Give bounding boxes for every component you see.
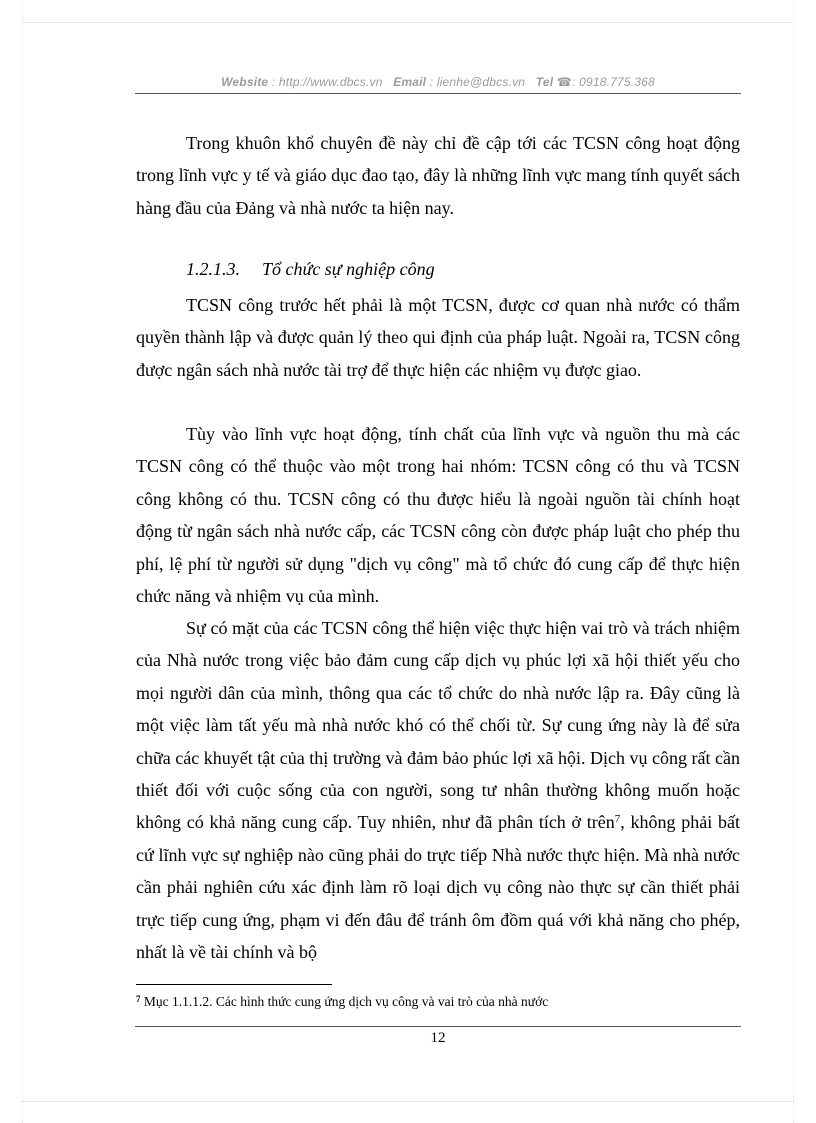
email-value: : lienhe@dbcs.vn xyxy=(429,75,526,89)
tel-label: Tel xyxy=(535,75,554,89)
page-guide-left xyxy=(22,0,23,1123)
footnote xyxy=(136,994,548,1010)
footer-divider xyxy=(135,1026,741,1027)
header-divider xyxy=(135,93,741,94)
page-guide-right xyxy=(793,0,794,1123)
paragraph-4 xyxy=(136,612,740,968)
footnote-divider xyxy=(136,984,332,985)
page-guide-top xyxy=(22,22,794,23)
website-label: Website xyxy=(221,75,269,89)
website-value: : http://www.dbcs.vn xyxy=(271,75,383,89)
email-label: Email xyxy=(393,75,427,89)
phone-icon: ☎ xyxy=(556,75,572,89)
section-title: Tổ chức sự nghiệp công xyxy=(262,259,435,279)
footnote-marker: 7 xyxy=(136,994,141,1004)
page-header xyxy=(135,75,741,94)
paragraph-4-part-b: , không phải bất cứ lĩnh vực sự nghiệp nào cũng phải do trực tiếp Nhà nước thực hiện. Mà nhà nước cần phải nghiên cứu xác định làm rõ loại dịch vụ công nào thực sự cần thiết phải trực tiếp cung ứng, phạm vi đến đâu để tránh ôm đồm quá với khả năng cho phép, nhất là về tài chính và bộ xyxy=(136,812,740,963)
tel-value: : 0918.775.368 xyxy=(572,75,655,89)
page-number: 12 xyxy=(430,1030,446,1046)
paragraph-1: Trong khuôn khổ chuyên đề này chỉ đề cập tới các TCSN công hoạt động trong lĩnh vực y tế và giáo dục đao tạo, đây là những lĩnh vực mang tính quyết sách hàng đầu của Đảng và nhà nước ta hiện nay. xyxy=(136,133,740,218)
page-guide-bottom xyxy=(22,1101,794,1102)
section-heading xyxy=(186,259,435,280)
section-number: 1.2.1.3. xyxy=(186,259,240,279)
paragraph-3: Tùy vào lĩnh vực hoạt động, tính chất của lĩnh vực và nguồn thu mà các TCSN công có thể thuộc vào một trong hai nhóm: TCSN công có thu và TCSN công không có thu. TCSN công có thu được hiểu là ngoài nguồn tài chính hoạt động từ ngân sách nhà nước cấp, các TCSN công còn được pháp luật cho phép thu phí, lệ phí từ người sử dụng "dịch vụ công" mà tổ chức đó cung cấp để thực hiện chức năng và nhiệm vụ của mình. xyxy=(136,424,740,607)
paragraph-4-part-a: Sự có mặt của các TCSN công thể hiện việc thực hiện vai trò và trách nhiệm của Nhà nước trong việc bảo đảm cung cấp dịch vụ phúc lợi xã hội thiết yếu cho mọi người dân của mình, thông qua các tổ chức do nhà nước lập ra. Đây cũng là một việc làm tất yếu mà nhà nước khó có thể chối từ. Sự cung ứng này là để sửa chữa các khuyết tật của thị trường và đảm bảo phúc lợi xã hội. Dịch vụ công rất cần thiết đối với cuộc sống của con người, song tư nhân thường không muốn hoặc không có khả năng cung cấp. Tuy nhiên, như đã phân tích ở trên xyxy=(136,618,740,833)
paragraph-2: TCSN công trước hết phải là một TCSN, được cơ quan nhà nước có thẩm quyền thành lập và được quản lý theo qui định của pháp luật. Ngoài ra, TCSN công được ngân sách nhà nước tài trợ để thực hiện các nhiệm vụ được giao. xyxy=(136,295,740,380)
footnote-text: Mục 1.1.1.2. Các hình thức cung ứng dịch vụ công và vai trò của nhà nước xyxy=(143,994,549,1009)
footnote-reference[interactable]: 7 xyxy=(614,813,621,826)
